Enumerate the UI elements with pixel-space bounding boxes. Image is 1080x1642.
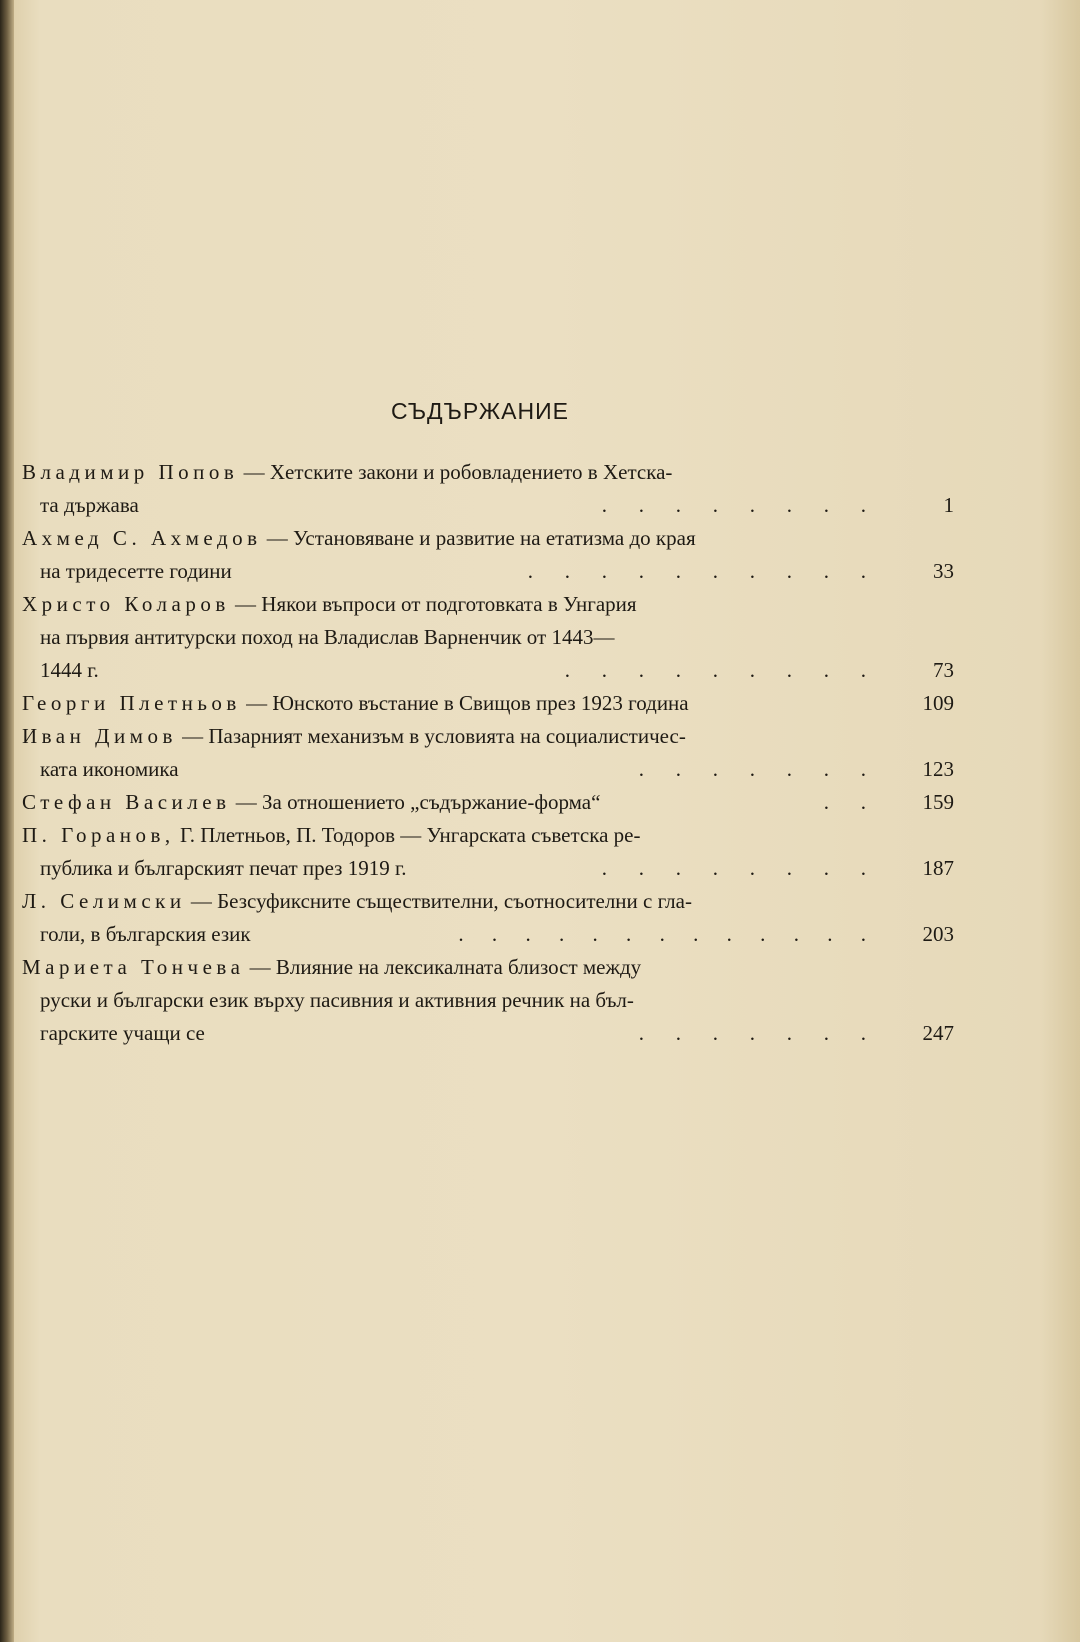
leader-dot: . — [823, 1021, 829, 1045]
leader-dot: . — [823, 559, 829, 583]
toc-page-number: 33 — [933, 559, 954, 583]
toc-page-number: 203 — [922, 922, 954, 946]
leader-dot: . — [793, 922, 799, 946]
toc-title-continuation: 1444 г. — [40, 658, 99, 682]
leader-dot: . — [749, 559, 755, 583]
toc-entry-first-line — [0, 885, 1080, 918]
leader-dot: . — [592, 922, 598, 946]
leader-dot: . — [760, 922, 766, 946]
leader-dot: . — [786, 493, 792, 517]
toc-entry-continuation — [0, 555, 1080, 588]
leader-dot: . — [659, 922, 665, 946]
toc-entry-continuation — [0, 984, 1080, 1017]
leader-dot: . — [823, 856, 829, 880]
toc-title-continuation: та държава — [40, 493, 139, 517]
toc-entry-continuation — [0, 918, 1080, 951]
leader-dot: . — [712, 493, 718, 517]
toc-title-continuation: гарските учащи се — [40, 1021, 205, 1045]
toc-author: Георги Плетньов — [22, 691, 241, 715]
toc-title: Г. Плетньов, П. Тодоров — Унгарската съветска ре- — [174, 823, 641, 847]
toc-entry — [0, 885, 1080, 951]
toc-entry-first-line — [0, 456, 1080, 489]
toc-page-number: 73 — [933, 658, 954, 682]
toc-author: Христо Коларов — [22, 592, 230, 616]
leader-dot: . — [675, 658, 681, 682]
leader-dot: . — [675, 559, 681, 583]
leader-dot: . — [823, 493, 829, 517]
toc-author: Мариета Тончева — [22, 955, 245, 979]
toc-page-number: 123 — [922, 757, 954, 781]
toc-entry-first-line — [0, 786, 1080, 819]
toc-entry — [0, 456, 1080, 522]
toc-author: Стефан Василев — [22, 790, 231, 814]
leader-dot: . — [675, 493, 681, 517]
table-of-contents — [0, 456, 1080, 1050]
toc-title-continuation: руски и български език върху пасивния и активния речник на бъл- — [40, 988, 634, 1012]
toc-title: — Пазарният механизъм в условията на социалистичес- — [176, 724, 686, 748]
leader-dot: . — [601, 658, 607, 682]
page-title: СЪДЪРЖАНИЕ — [391, 398, 569, 424]
leader-dot: . — [491, 922, 498, 946]
leader-dot: . — [749, 493, 755, 517]
leader-dot: . — [527, 559, 533, 583]
dot-leader — [430, 852, 866, 885]
leader-dot: . — [726, 922, 732, 946]
toc-author: Ахмед С. Ахмедов — [22, 526, 262, 550]
toc-author: Иван Димов — [22, 724, 177, 748]
leader-dot: . — [860, 757, 866, 781]
toc-page-number: 109 — [922, 691, 954, 715]
dot-leader — [430, 489, 866, 522]
dot-leader — [430, 1017, 866, 1050]
leader-dot: . — [860, 658, 866, 682]
leader-dot: . — [675, 1021, 681, 1045]
leader-dot: . — [601, 856, 607, 880]
toc-author: П. Горанов, — [22, 823, 175, 847]
leader-dot: . — [860, 493, 866, 517]
leader-dot: . — [693, 922, 699, 946]
leader-dot: . — [786, 856, 792, 880]
leader-dot: . — [601, 559, 607, 583]
leader-dot: . — [601, 493, 607, 517]
toc-entry — [0, 951, 1080, 1050]
toc-entry-continuation — [0, 489, 1080, 522]
toc-title: — За отношението „съдържание-форма“ — [230, 790, 601, 814]
leader-dot: . — [638, 658, 644, 682]
toc-entry-continuation — [0, 753, 1080, 786]
leader-dot: . — [638, 493, 644, 517]
toc-title: — Влияние на лексикалната близост между — [244, 955, 642, 979]
toc-entry — [0, 720, 1080, 786]
leader-dot: . — [564, 559, 570, 583]
leader-dot: . — [749, 757, 755, 781]
toc-author: Л. Селимски — [22, 889, 186, 913]
toc-title: — Безсуфиксните съществителни, съотносителни с гла- — [185, 889, 692, 913]
leader-dot: . — [712, 757, 718, 781]
leader-dot: . — [675, 757, 681, 781]
leader-dot: . — [638, 559, 644, 583]
leader-dot: . — [525, 922, 531, 946]
dot-leader — [430, 918, 866, 951]
toc-entry-first-line — [0, 588, 1080, 621]
toc-entry — [0, 786, 1080, 819]
leader-dot: . — [823, 790, 829, 814]
dot-leader — [430, 555, 866, 588]
leader-dot: . — [786, 658, 792, 682]
toc-entry — [0, 522, 1080, 588]
leader-dot: . — [749, 1021, 755, 1045]
toc-entry — [0, 819, 1080, 885]
toc-entry — [0, 588, 1080, 687]
leader-dot: . — [638, 1021, 644, 1045]
dot-leader — [430, 786, 866, 819]
toc-title: — Установяване и развитие на етатизма до края — [261, 526, 696, 550]
leader-dot: . — [860, 922, 866, 946]
toc-entry-continuation — [0, 1017, 1080, 1050]
toc-title: — Юнското въстание в Свищов през 1923 година — [240, 691, 689, 715]
leader-dot: . — [638, 856, 644, 880]
toc-entry-first-line — [0, 687, 1080, 720]
toc-page-number: 247 — [922, 1021, 954, 1045]
toc-title-continuation: на тридесетте години — [40, 559, 232, 583]
leader-dot: . — [712, 1021, 718, 1045]
leader-dot: . — [749, 856, 755, 880]
leader-dot: . — [564, 658, 570, 682]
leader-dot: . — [749, 658, 755, 682]
toc-page-number: 159 — [922, 790, 954, 814]
dot-leader — [430, 654, 866, 687]
toc-title-continuation: на първия антитурски поход на Владислав Варненчик от 1443— — [40, 625, 615, 649]
toc-entry — [0, 687, 1080, 720]
toc-entry-first-line — [0, 819, 1080, 852]
toc-title: — Някои въпроси от подготовката в Унгария — [229, 592, 637, 616]
toc-page-number: 187 — [922, 856, 954, 880]
toc-title-continuation: публика и българският печат през 1919 г. — [40, 856, 407, 880]
leader-dot: . — [827, 922, 833, 946]
leader-dot: . — [638, 757, 644, 781]
leader-dot: . — [712, 856, 718, 880]
toc-title: — Хетските закони и робовладението в Хетска- — [238, 460, 673, 484]
leader-dot: . — [458, 922, 464, 946]
toc-title-continuation: ката икономика — [40, 757, 179, 781]
leader-dot: . — [860, 856, 866, 880]
toc-title-continuation: голи, в българския език — [40, 922, 251, 946]
toc-entry-continuation — [0, 654, 1080, 687]
leader-dot: . — [860, 790, 866, 814]
leader-dot: . — [823, 658, 829, 682]
toc-entry-first-line — [0, 951, 1080, 984]
leader-dot: . — [786, 559, 792, 583]
leader-dot: . — [558, 922, 565, 946]
leader-dot: . — [860, 1021, 866, 1045]
leader-dot: . — [786, 1021, 792, 1045]
leader-dot: . — [626, 922, 632, 946]
leader-dot: . — [675, 856, 681, 880]
leader-dot: . — [786, 757, 792, 781]
toc-entry-first-line — [0, 522, 1080, 555]
leader-dot: . — [860, 559, 866, 583]
leader-dot: . — [712, 658, 718, 682]
dot-leader — [430, 753, 866, 786]
toc-entry-first-line — [0, 720, 1080, 753]
toc-page-number: 1 — [943, 493, 954, 517]
leader-dot: . — [712, 559, 718, 583]
toc-author: Владимир Попов — [22, 460, 239, 484]
toc-entry-continuation — [0, 852, 1080, 885]
leader-dot: . — [823, 757, 829, 781]
toc-entry-continuation — [0, 621, 1080, 654]
